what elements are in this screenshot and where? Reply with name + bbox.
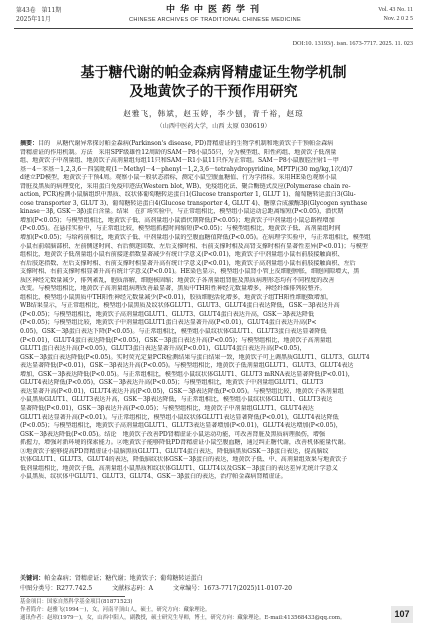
volume-issue-cn: 第43卷 第11期 [16, 7, 62, 14]
footnote-divider [20, 596, 125, 597]
clc-number: 中图分类号：R277.742.5 [20, 585, 93, 592]
abstract-line-text: 肾脏及黑质的病理变化，采用蛋白免疫印迹法(Western blot, WB)、免疫组化法、聚合酶链式反应(Polymerase chain re- [20, 182, 351, 190]
header-divider [14, 28, 413, 29]
abstract-line [20, 448, 410, 457]
abstract-line [20, 294, 410, 303]
abstract-line-text: 增加(P<0.05)；与给药前相比，地黄饮子低、中剂量组小鼠的空腹血糖值降低(P<0.05)。在病理学实验中，与正常组相比，模型组 [20, 234, 371, 242]
abstract-line [20, 362, 410, 371]
keywords-text: 帕金森病；肾精虚证；糖代谢；地黄饮子；葡萄糖转运蛋白 [44, 575, 203, 582]
abstract [20, 140, 410, 482]
journal-header [110, 5, 320, 24]
abstract-line-text: 低剂量组相比，地黄饮子低、高剂量组小鼠黑质和纹状体GLUT1、GLUT4以及GSK－3β蛋白的表达差异无统计学意义 [20, 464, 338, 472]
date-cn: 2025年11月 [16, 16, 51, 23]
abstract-label: 摘要： [20, 140, 39, 147]
abstract-line-text: 基－4－苯基－1,2,3,6－四氢吡啶(1－Methyl－4－phenyl－1,2,3,6－tetrahydropyridine, MPTP)(30 mg/kg,1次/d)7 [20, 165, 353, 173]
journal-name-cn: 中华中医药学刊 [165, 5, 264, 15]
abstract-line-text: (P<0.05)；与模型组相比，地黄饮子高剂量组GLUT1、GLUT3、GLUT4蛋白表达升高，GSK－3β表达降低 [20, 310, 315, 318]
abstract-line-text: 状体GLUT1、GLUT3、GLUT4的表达，降低脑纹状体GSK－3β蛋白的表达，地黄饮子低、中、高剂量组效果与地黄饮子 [20, 456, 348, 464]
abstract-line-text: 增加(P<0.05)；与模型组相比，地黄饮子低、高剂量组小鼠潜伏期降低(P<0.05)；地黄饮子中剂量组小鼠总路程增加 [20, 216, 335, 224]
page-number: 107 [391, 606, 413, 623]
abstract-line-text: 增加，GSK－3β表达降低(P<0.05)。与正常组相比，模型组小鼠纹状体GLUT1、GLUT3 mRNA表达显著降低(P<0.01)， [20, 370, 354, 378]
abstract-line [20, 243, 410, 252]
abstract-line-text: GLUT1表达显著升高(P<0.01)。与正常组相比，模型组小鼠纹状体GLUT1表达显著降低(P<0.01)，GLUT4表达降低 [20, 413, 339, 421]
abstract-line-text: WB结果显示，与正常组相比，模型组小鼠黑质及纹状体GLUT1、GLUT3、GLUT4蛋白表达降低，GSK－3β表达升高 [20, 302, 340, 310]
article-number: 文章编号：1673-7717(2025)11-0107-20 [173, 585, 292, 592]
keywords [20, 573, 410, 582]
article-title-line2: 及地黄饮子的干预作用研究 [129, 84, 298, 100]
abstract-line [20, 302, 410, 311]
abstract-line [20, 388, 410, 397]
abstract-line [20, 234, 410, 243]
abstract-line [20, 439, 410, 448]
abstract-line-text: GSK－3β蛋白表达降低(P<0.05)。实时荧光定量PCR检测结果与蛋白结果一致，地黄饮子可上调黑质GLUT1、GLUT3、GLUT4 [20, 353, 370, 361]
abstract-line [20, 260, 410, 269]
abstract-line-text: 组相比，模型组小鼠黑质中TH阳性神经元数量减少(P<0.01)，胶质细胞活化增多，地黄饮子组TH阳性细胞数增加， [20, 293, 332, 301]
header-volume-cn [16, 6, 96, 24]
abstract-line [20, 319, 410, 328]
abstract-line-text: 右后肢迷指数、左后支撑时相、右前支撑时相显著升高有统计学意义(P<0.01)，地黄饮子高剂量组小鼠右前肢接触面积、左后 [20, 259, 356, 267]
abstract-line-text: 表达显著降低(P<0.01)，GSK－3β表达升高(P<0.05)。与模型组相比，地黄饮子低剂量组GLUT1、GLUT3、GLUT4表达 [20, 362, 354, 370]
journal-name-en: CHINESE ARCHIVES OF TRADITIONAL CHINESE MEDICINE [129, 17, 301, 23]
abstract-line [20, 337, 410, 346]
fund-footnote: 基金项目：国家自然科学基金项目(81871523) [20, 599, 133, 605]
abstract-line [20, 149, 410, 158]
corresponding-author-footnote: 通讯作者：赵琼(1979－)，女，山西中阳人，副教授，硕士研究生导师，博士，研究方向：藏象理论。E-mail:413568433@qq.com。 [20, 615, 346, 621]
article-title-line1: 基于糖代谢的帕金森病肾精虚证生物学机制 [80, 65, 347, 81]
abstract-line [20, 456, 410, 465]
affiliation: （山西中医药大学，山西 太原 030619） [156, 123, 271, 130]
abstract-line-text: 0.05)，GSK－3β蛋白表达下降(P<0.05)。与正常组相比，模型组小鼠纹状体GLUT1、GLUT3蛋白表达显著降低 [20, 328, 327, 336]
abstract-line [20, 157, 410, 166]
abstract-line [20, 422, 410, 431]
abstract-line [20, 431, 410, 440]
abstract-line [20, 183, 410, 192]
abstract-line-text: (P<0.05)；与模型组比较，地黄饮子中剂量组GLUT1蛋白表达显著升高(P<0.01)，GLUT4蛋白表达升高(P< [20, 319, 317, 327]
keywords-label: 关键词： [20, 575, 45, 582]
abstract-line [20, 414, 410, 423]
abstract-line-text: GLUT4表达降低(P<0.05)，GSK－3β表达升高(P<0.05)；与模型组相比，地黄饮子中剂量组GLUT1、GLUT3 [20, 379, 324, 387]
abstract-line [20, 473, 410, 482]
abstract-line [20, 285, 410, 294]
abstract-line [20, 191, 410, 200]
abstract-line [20, 277, 410, 286]
article-meta [20, 583, 410, 592]
abstract-line-text: action, PCR)检测小鼠脑组织中黑质、纹状体葡萄糖转运蛋白1(Glucose transporter 1, GLUT 1)、葡萄糖转运蛋白3(Glu- [20, 191, 356, 199]
abstract-line-text: 改变。与模型组相比，地黄饮子高剂量组病理改善最显著，黑质中TH阳性神经元数量增多，神经纤维排列较整齐。 [20, 285, 326, 293]
abstract-line [20, 225, 410, 234]
abstract-line [20, 217, 410, 226]
abstract-line-text: 肾精虚证的作用机制。方法 采用SPF级雄性12周龄的SAM－P8小鼠55只，分为模型组、阳性药组、地黄饮子低剂量 [20, 148, 337, 156]
abstract-line-text: d建立PD模型，地黄饮子干预4周。观察小鼠一般状态指标，测定小鼠空腹血糖值、行为学指标。采用HE染色观察小鼠 [20, 174, 337, 182]
abstract-line [20, 465, 410, 474]
abstract-line [20, 396, 410, 405]
abstract-line [20, 405, 410, 414]
document-code: 文献标志码：A [112, 585, 154, 592]
abstract-line-text: 支撑时相、右前支撑时相显著升高有统计学意义(P<0.01)。HE染色显示，模型组小鼠肾小管上皮细胞肿胀，细胞间隙增大，黑 [20, 268, 360, 276]
header-volume-en [343, 6, 413, 24]
abstract-line-text: cose transporter 3, GLUT 3)、葡萄糖转运蛋白4(Glucose transporter 4, GLUT 4)、糖原合成激酶3β(Glycogen synthase [20, 199, 368, 207]
abstract-line [20, 140, 410, 149]
abstract-line [20, 268, 410, 277]
abstract-line-text: 小鼠右前端脑部积、左前侧迷时间、右后侧迷回数、左后支撑时相、右前支撑时相及高肾支撑时相有显著性差异(P<0.01)；与模型 [20, 242, 368, 250]
abstract-line [20, 354, 410, 363]
doi[interactable]: DOI:10. 13193/j. issn. 1673-7717. 2025. 11. 023 [292, 40, 413, 47]
abstract-line-text: ③地黄饮子能够提高PD肾精虚证小鼠脑黑质GLUT1、GLUT4蛋白表达，降低脑黑质GSK－3β蛋白表达，提高脑纹 [20, 447, 329, 455]
abstract-line-text: 显著降低(P<0.01)，GSK－3β表达升高(P<0.05)；与模型组相比，地黄饮子中剂量组GLUT1、GLUT4表达 [20, 404, 314, 412]
abstract-line [20, 345, 410, 354]
abstract-line-text: 组相比，地黄饮子低剂量组小鼠右前接迷指数显著减少有统计学意义(P<0.01)，地黄饮子中剂量组小鼠右前肢接触面积、 [20, 251, 344, 259]
abstract-line [20, 251, 410, 260]
abstract-line-text: 抓握力，增强对新环境的探索能力。②地黄饮子能够降低PD肾精虚证小鼠空腹血糖，通过纠正糖代谢，改善机体能量代谢。 [20, 439, 350, 447]
abstract-line [20, 200, 410, 209]
abstract-line-text: 小鼠黑质GLUT1、GLUT3表达升高，GSK－3β表达降低，与正常组相比，模型组小鼠纹状体GLUT1、GLUT3表达 [20, 396, 333, 404]
abstract-line [20, 166, 410, 175]
abstract-line-text: (P<0.05)。在悬挂实验中，与正常组比较，模型组抓握时间缩短(P<0.05)；与模型组相比，地黄饮子低、高剂量组时间 [20, 225, 341, 233]
abstract-line [20, 208, 410, 217]
first-author-footnote: 作者简介：赵雅飞(1994－)，女，河南平顶山人，硕士，研究方向：藏象理论。 [20, 607, 211, 613]
abstract-line-text: 表达显著升高(P<0.01)，GLUT4表达升高(P<0.05)，GSK－3β表达降低(P<0.05)。与模型组比较，地黄饮子各剂量组 [20, 387, 344, 395]
abstract-line-text: (P<0.01)，GLUT4蛋白表达降低(P<0.05)，GSK－3β蛋白表达升高(P<0.05)；与模型组相比，地黄饮子高剂量组 [20, 336, 332, 344]
date-en: Nov. 2 0 2 5 [383, 16, 413, 22]
abstract-line-text: kinase－3β, GSK－3β)蛋白含量。结果 在扩场实验中，与正常组相比，模型组小鼠运动总距离缩短(P<0.05)，潜伏期 [20, 208, 344, 216]
abstract-line-text: 质区神经元数量减少，排列紊乱，胞质溶解，细胞核固缩；地黄饮子各剂量组肾脏及黑质病理形态均有不同程度的改善 [20, 276, 335, 284]
abstract-line [20, 371, 410, 380]
author-list: 赵雅飞，韩斌，赵玉婷，李少刨，青千裕，赵琼 [123, 109, 304, 118]
abstract-line [20, 174, 410, 183]
abstract-line-text: GLUT1蛋白表达升高(P<0.05)，GLUT3蛋白表达显著升高(P<0.01)，GLUT4蛋白表达升高(P<0.05)， [20, 345, 306, 353]
abstract-line-text: 目的 从糖代谢异常探讨帕金森病(Parkinson's disease, PD)肾精虚证的生物学机制和地黄饮子干预帕金森病 [38, 140, 334, 147]
abstract-line-text: (P<0.05)；与模型组相比，地黄饮子高剂量组GLUT1、GLUT3表达显著增加(P<0.01)，GLUT4表达增加(P<0.05)， [20, 422, 342, 430]
volume-issue-en: Vol. 43 No. 11 [378, 7, 413, 13]
abstract-line [20, 311, 410, 320]
abstract-line-text: GSK－3β表达降低(P<0.05)。结论 地黄饮子改善PD肾精虚证小鼠运动功能，可改善肾脏及黑质病理损伤，增强 [20, 430, 325, 438]
abstract-line [20, 379, 410, 388]
abstract-line-text: 组、地黄饮子中剂量组、地黄饮子高剂量组每组11只和SAM－R1小鼠11只作为正常组。SAM－P8小鼠腹腔注射1－甲 [20, 157, 339, 165]
abstract-line-text: 小鼠黑质、纹状体中GLUT1、GLUT3、GLUT4、GSK－3β蛋白的表达，治疗帕金森病肾精虚证。 [20, 473, 287, 481]
abstract-line [20, 328, 410, 337]
